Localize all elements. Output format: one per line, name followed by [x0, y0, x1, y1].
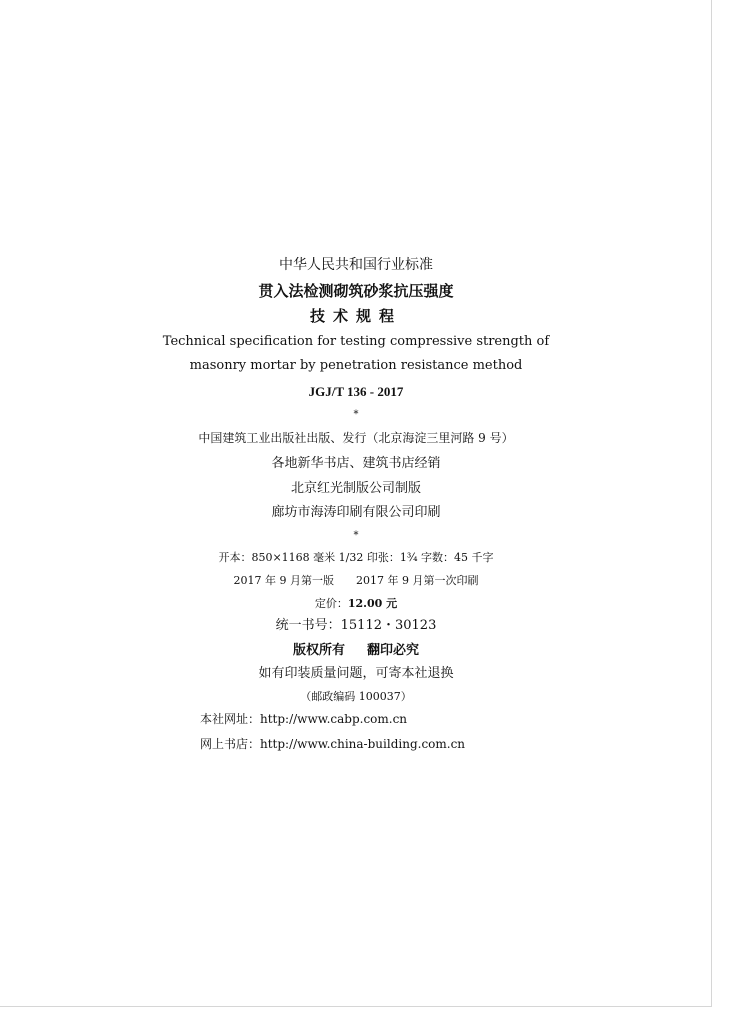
price-line [0, 598, 712, 609]
format-line: 开本：850×1168 毫米 1/32 印张：1¾ 字数：45 千字 [218, 551, 494, 564]
rights-part-1: 版权所有 [292, 643, 345, 658]
page-edge-right [711, 0, 712, 1007]
standard-type-line: 中华人民共和国行业标准 [279, 257, 433, 273]
price-label: 定价： [314, 597, 348, 610]
printer-line: 廊坊市海涛印刷有限公司印刷 [271, 505, 441, 520]
separator-star-1: * [353, 409, 359, 420]
return-notice-line: 如有印装质量问题，可寄本社退换 [258, 666, 454, 681]
rights-line [0, 644, 712, 657]
postal-code-line: （邮政编码 100037） [300, 690, 412, 703]
standard-code: JGJ/T 136 - 2017 [308, 384, 404, 399]
edition-first: 2017 年 9 月第一版 [233, 574, 334, 587]
document-title: 贯入法检测砌筑砂浆抗压强度 [258, 282, 454, 300]
plate-maker-line: 北京红光制版公司制版 [290, 481, 421, 496]
page-edge-bottom [0, 1006, 712, 1007]
website-line: 本社网址：http://www.cabp.com.cn [200, 712, 408, 726]
english-title-line-2: masonry mortar by penetration resistance method [189, 358, 523, 373]
online-store-line: 网上书店：http://www.china-building.com.cn [200, 737, 466, 751]
publisher-line: 中国建筑工业出版社出版、发行（北京海淀三里河路 9 号） [198, 431, 514, 445]
book-number-line: 统一书号：15112・30123 [275, 618, 437, 633]
edition-print: 2017 年 9 月第一次印刷 [356, 574, 479, 587]
price-value: 12.00 元 [347, 597, 398, 610]
distributor-line: 各地新华书店、建筑书店经销 [271, 456, 441, 471]
separator-star-2: * [353, 530, 359, 541]
document-subtitle: 技术规程 [309, 307, 402, 325]
rights-part-2: 翻印必究 [367, 643, 420, 658]
edition-line [0, 575, 712, 586]
english-title-line-1: Technical specification for testing compressive strength of [162, 334, 550, 349]
